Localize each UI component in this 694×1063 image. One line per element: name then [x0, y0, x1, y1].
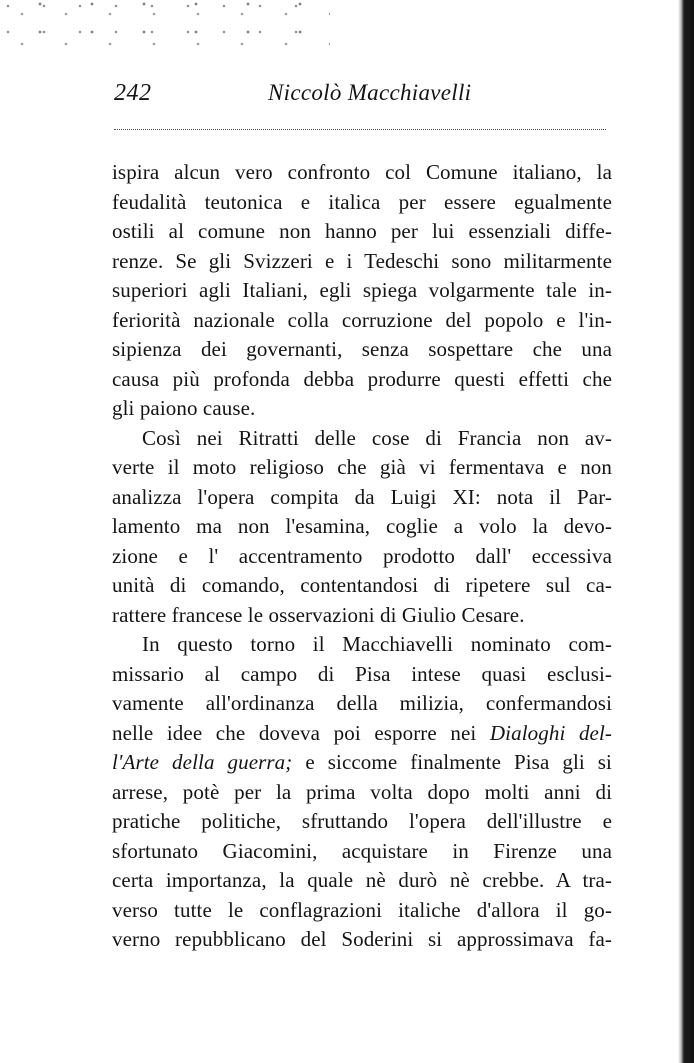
text-line: verno repubblicano del Soderini si approssimava fa-	[112, 927, 612, 951]
running-head	[114, 76, 608, 116]
scan-noise	[0, 0, 330, 52]
text-line: sipienza dei governanti, senza sospettare che una	[112, 337, 612, 361]
text-line-with-italic	[112, 748, 612, 778]
text-line: sfortunato Giacomini, acquistare in Firenze una	[112, 838, 612, 863]
page-number: 242	[114, 80, 152, 106]
text-line: renze. Se gli Svizzeri e i Tedeschi sono militarmente	[112, 248, 612, 273]
text-line: gli paiono cause.	[112, 396, 256, 420]
text-line: unità di comando, contentandosi di ripetere sul ca-	[112, 573, 612, 597]
header-rule	[114, 129, 606, 130]
running-title: Niccolò Macchiavelli	[268, 80, 472, 105]
paragraph-start: In questo torno il Macchiavelli nominato com-	[142, 632, 612, 656]
italic-title: Dialoghi del-	[489, 720, 612, 745]
text-line: pratiche politiche, sfruttando l'opera dell'illustre e	[112, 809, 612, 833]
text-line: verso tutte le conflagrazioni italiche d'allora il go-	[112, 897, 612, 922]
text-line: missario al campo di Pisa intese quasi esclusi-	[112, 661, 612, 686]
text-segment: e siccome finalmente Pisa gli si	[292, 750, 612, 774]
text-line: arrese, potè per la prima volta dopo molti anni di	[112, 779, 612, 804]
text-segment: nelle idee che doveva poi esporre nei	[112, 720, 490, 745]
text-line: zione e l' accentramento prodotto dall' eccessiva	[112, 543, 612, 568]
page-edge-shadow	[678, 0, 694, 1063]
text-line: ostili al comune non hanno per lui essenziali diffe-	[112, 219, 612, 243]
italic-title: l'Arte della guerra;	[112, 750, 293, 774]
text-line: rattere francese le osservazioni di Giulio Cesare.	[112, 602, 525, 627]
text-line: verte il moto religioso che già vi fermentava e non	[112, 455, 612, 479]
text-line: analizza l'opera compita da Luigi XI: nota il Par-	[112, 484, 612, 509]
text-line: feudalità teutonica e italica per essere egualmente	[112, 189, 612, 214]
body-text	[112, 158, 612, 955]
text-line: superiori agli Italiani, egli spiega volgarmente tale in-	[112, 278, 612, 302]
text-line: lamento ma non l'esamina, coglie a volo la devo-	[112, 514, 612, 538]
text-line: vamente all'ordinanza della milizia, confermandosi	[112, 691, 612, 715]
text-line: feriorità nazionale colla corruzione del popolo e l'in-	[112, 307, 612, 332]
paragraph-start: Così nei Ritratti delle cose di Francia non av-	[142, 425, 612, 450]
text-line: ispira alcun vero confronto col Comune italiano, la	[112, 160, 612, 184]
text-line: certa importanza, la quale nè durò nè crebbe. A tra-	[112, 868, 612, 892]
text-line: causa più profonda debba produrre questi effetti che	[112, 366, 612, 391]
text-line-with-italic	[112, 719, 612, 749]
